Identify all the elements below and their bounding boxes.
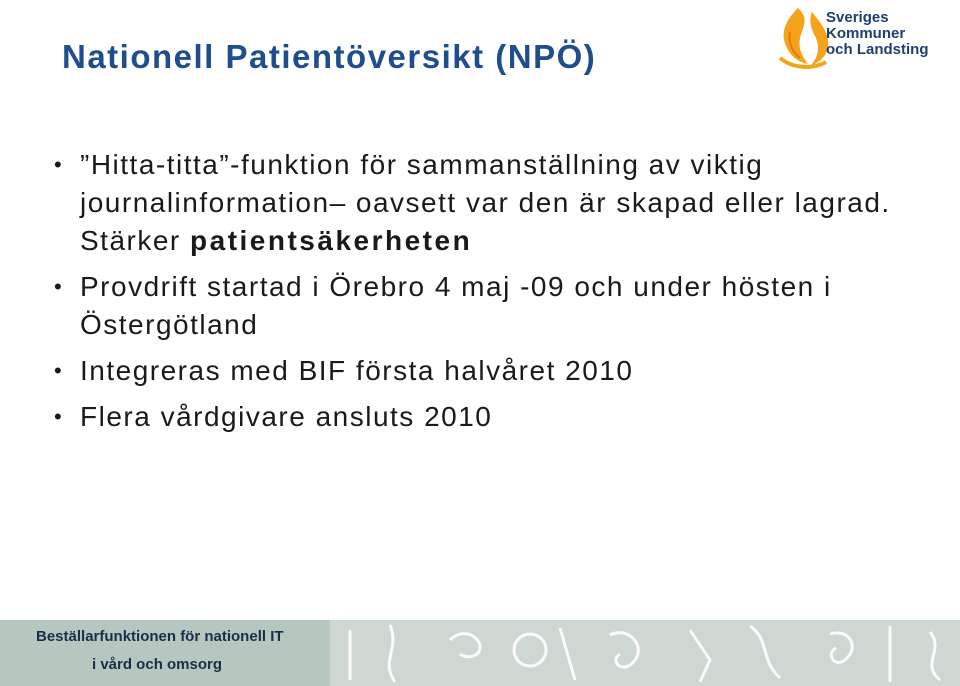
bullet-item — [52, 268, 932, 344]
logo-line-2: Kommuner — [826, 25, 906, 42]
bullet-bold-text: patientsäkerheten — [190, 225, 473, 256]
footer-line-2: i vård och omsorg — [92, 656, 223, 673]
sketch-decoration-icon — [330, 620, 960, 686]
page-title: Nationell Patientöversikt (NPÖ) — [62, 38, 597, 75]
logo-line-1: Sveriges — [826, 9, 889, 26]
bullet-item — [52, 352, 932, 390]
footer — [0, 620, 960, 686]
bullet-text: Integreras med BIF första halvåret 2010 — [80, 355, 634, 386]
bullet-item — [52, 146, 932, 260]
bullet-list — [52, 146, 932, 444]
footer-line-1: Beställarfunktionen för nationell IT — [36, 628, 284, 645]
bullet-text: Provdrift startad i Örebro 4 maj -09 och under hösten i Östergötland — [80, 271, 832, 340]
bullet-item — [52, 398, 932, 436]
logo-line-3: och Landsting — [826, 41, 929, 58]
bullet-text: ”Hitta-titta”-funktion för sammanställning av viktig journalinformation– oavsett var den är skapad eller lagrad. Stärker — [80, 149, 891, 256]
bullet-text: Flera vårdgivare ansluts 2010 — [80, 401, 493, 432]
